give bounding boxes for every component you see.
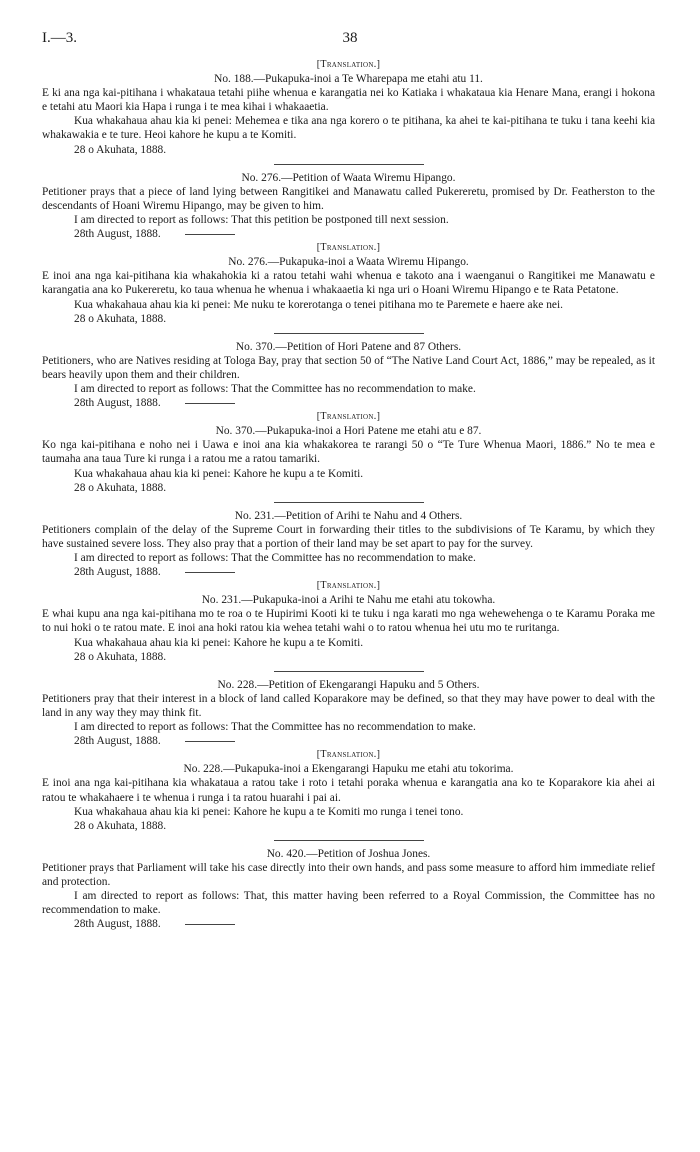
petition-body: E ki ana nga kai-pitihana i whakataua tetahi piihe whenua e karangatia nei ko Katiaka i whakataua kia Henare Mana, erangi i hokona e tetahi atu Maori kia Hapa i runga i te mea kihai i whakaaetia. — [42, 87, 655, 114]
petition-body: Petitioners pray that their interest in a block of land called Koparakore may be defined, so that they may have power to deal with the land in any way they may think fit. — [42, 692, 655, 719]
petition-title: No. 228.—Petition of Ekengarangi Hapuku and 5 Others. — [217, 678, 480, 691]
petition-body: E inoi ana nga kai-pitihana kia whakataua a ratou take i roto i tetahi poraka whenua e karangatia ana ko te Koparakore kia ahei ai ratou te whakahaere i te whenua i runga i ta ratou huarahi i pai ai. — [42, 777, 655, 804]
paper-reference: I.—3. — [42, 30, 77, 46]
petition-entry-276 — [42, 171, 655, 241]
petition-title: No. 231.—Pukapuka-inoi a Arihi te Nahu me etahi atu tokowha. — [201, 594, 496, 607]
petition-entry-276-translation — [42, 241, 655, 326]
report-date: 28 o Akuhata, 1888. — [74, 481, 167, 494]
petition-body: Petitioners complain of the delay of the Supreme Court in forwarding their titles to the subdivisions of Te Karamu, by which they have sustained severe loss. They also pray that a portion of their land may be set apart to pay for the survey. — [42, 523, 655, 550]
petition-body: Petitioner prays that a piece of land lying between Rangitikei and Manawatu called Pukereretu, promised by Dr. Featherston to the descendants of Hoani Wiremu Hipango, may be given to him. — [42, 185, 655, 212]
short-divider — [185, 234, 235, 235]
petition-title: No. 420.—Petition of Joshua Jones. — [266, 847, 431, 860]
petition-body: E whai kupu ana nga kai-pitihana mo te roa o te Hupirimi Kooti ki te tuku i nga karati mo nga wehewehenga o te Karamu Poraka me to nui hoki o te ratou mate. E inoi ana hoki ratou kia wehea tetahi wahi o to ratou whenua hei utu mo te ruritanga. — [42, 608, 655, 635]
petition-entry-231-translation — [42, 579, 655, 664]
petition-entry-420 — [42, 847, 655, 932]
report-date: 28 o Akuhata, 1888. — [74, 143, 167, 156]
petition-title: No. 228.—Pukapuka-inoi a Ekengarangi Hapuku me etahi atu tokorima. — [183, 763, 514, 776]
report-date: 28th August, 1888. — [74, 397, 161, 410]
petition-body: Ko nga kai-pitihana e noho nei i Uawa e inoi ana kia whakakorea te rarangi 50 o “Te Ture Whenua Maori, 1886.” No te mea e taumaha ana taua Ture ki runga i a ratou me a ratou tamariki. — [42, 439, 655, 466]
petition-entry-370-translation — [42, 410, 655, 495]
report-date: 28 o Akuhata, 1888. — [74, 650, 167, 663]
page-number: 38 — [342, 30, 358, 46]
report-date: 28th August, 1888. — [74, 228, 161, 241]
petition-title: No. 370.—Petition of Hori Patene and 87 Others. — [235, 340, 462, 353]
page-header — [42, 30, 658, 52]
translation-label: [Translation.] — [316, 59, 381, 70]
translation-label: [Translation.] — [316, 749, 381, 761]
committee-report: Kua whakahaua ahau kia ki penei: Kahore he kupu a te Komiti. — [74, 636, 364, 649]
section-divider — [274, 502, 424, 503]
petition-body: Petitioner prays that Parliament will take his case directly into their own hands, and pass some measure to afford him immediate relief and protection. — [42, 861, 655, 888]
committee-report: Kua whakahaua ahau kia ki penei: Mehemea e tika ana nga korero o te pitihana, ka ahei te kai-pitihana te tuku i tana keehi kia whakawakia e te ture. Heoi kahore he kupu a te Komiti. — [42, 115, 655, 142]
section-divider — [274, 333, 424, 334]
translation-label: [Translation.] — [316, 242, 381, 254]
committee-report: Kua whakahaua ahau kia ki penei: Kahore he kupu a te Komiti mo runga i tenei tono. — [74, 805, 464, 818]
petition-title: No. 370.—Pukapuka-inoi a Hori Patene me etahi atu e 87. — [215, 425, 482, 438]
committee-report: I am directed to report as follows: That the Committee has no recommendation to make. — [74, 382, 476, 395]
short-divider — [185, 924, 235, 925]
petition-title: No. 231.—Petition of Arihi te Nahu and 4 Others. — [234, 509, 463, 522]
report-date: 28th August, 1888. — [74, 735, 161, 748]
short-divider — [185, 403, 235, 404]
section-divider — [274, 840, 424, 841]
committee-report: Kua whakahaua ahau kia ki penei: Me nuku te korerotanga o tenei pitihana mo te Paremete e haere ake nei. — [74, 298, 563, 311]
committee-report: I am directed to report as follows: That the Committee has no recommendation to make. — [74, 552, 476, 564]
petition-entry-228 — [42, 678, 655, 748]
section-divider — [274, 671, 424, 672]
committee-report: Kua whakahaua ahau kia ki penei: Kahore he kupu a te Komiti. — [74, 467, 364, 480]
petition-title: No. 276.—Petition of Waata Wiremu Hipango. — [241, 171, 456, 184]
committee-report: I am directed to report as follows: That this petition be postponed till next session. — [74, 213, 449, 226]
translation-label: [Translation.] — [316, 580, 381, 592]
petition-entry-188-translation — [42, 58, 655, 157]
report-date: 28th August, 1888. — [74, 566, 161, 579]
section-divider — [274, 164, 424, 165]
report-date: 28 o Akuhata, 1888. — [74, 819, 167, 832]
committee-report: I am directed to report as follows: That the Committee has no recommendation to make. — [74, 721, 476, 734]
petition-entry-231 — [42, 509, 655, 579]
translation-label: [Translation.] — [316, 411, 381, 423]
petition-body: E inoi ana nga kai-pitihana kia whakahokia ki a ratou tetahi wahi whenua e takoto ana i waenganui o Rangitikei me Manawatu e karangatia ana ko Pukereretu, ko taua whenua he whenua i whakaaetia ki nga uri o Hoani Wiremu Hipango e te Rata Petatone. — [42, 270, 655, 297]
petition-title: No. 188.—Pukapuka-inoi a Te Wharepapa me etahi atu 11. — [214, 73, 483, 86]
page-content — [42, 58, 655, 931]
short-divider — [185, 741, 235, 742]
report-date: 28th August, 1888. — [74, 918, 161, 931]
report-date: 28 o Akuhata, 1888. — [74, 312, 167, 325]
petition-entry-228-translation — [42, 748, 655, 833]
committee-report: I am directed to report as follows: That, this matter having been referred to a Royal Commission, the Committee has no recommendation to make. — [42, 890, 655, 917]
short-divider — [185, 572, 235, 573]
petition-title: No. 276.—Pukapuka-inoi a Waata Wiremu Hipango. — [228, 256, 469, 269]
petition-entry-370 — [42, 340, 655, 410]
petition-body: Petitioners, who are Natives residing at Tologa Bay, pray that section 50 of “The Native Land Court Act, 1886,” may be repealed, as it bears heavily upon them and their children. — [42, 354, 655, 381]
